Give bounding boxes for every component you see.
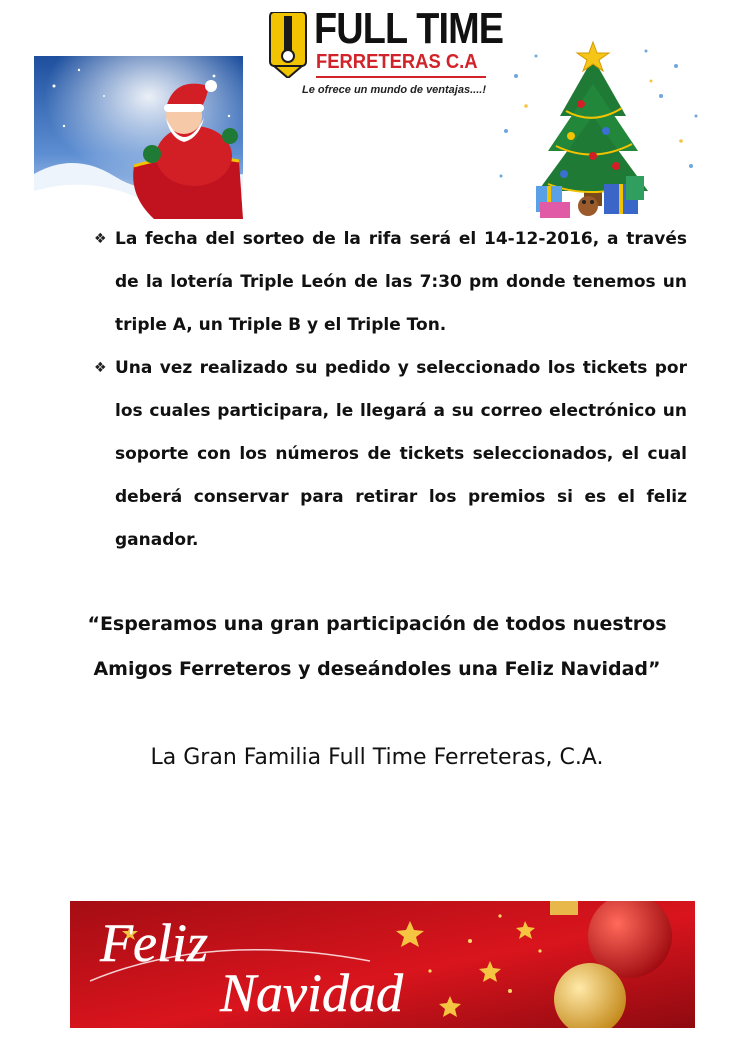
logo-divider (316, 76, 486, 78)
raffle-info-list (94, 218, 687, 562)
list-item-text: Una vez realizado su pedido y seleccionado los tickets por los cuales participara, le llegará a su correo electrónico un soporte con los números de tickets seleccionados, el cual deberá conservar para retirar los premios si es el feliz ganador. (115, 358, 687, 550)
signature: La Gran Familia Full Time Ferreteras, C.A. (150, 745, 604, 770)
pencil-nib-logo-icon (268, 12, 308, 78)
logo-tagline: Le ofrece un mundo de ventajas....! (302, 84, 486, 96)
quote-line-2: Amigos Ferreteros y deseándoles una Feliz Navidad” (93, 658, 661, 680)
banner-text-navidad: Navidad (220, 963, 403, 1023)
logo-title: FULL TIME (314, 4, 504, 53)
diamond-bullet-icon: ❖ (94, 231, 107, 247)
closing-quote (60, 602, 694, 692)
logo-subtitle: FERRETERAS C.A (316, 51, 478, 73)
list-item (94, 218, 687, 347)
banner-text-feliz: Feliz (100, 913, 208, 973)
diamond-bullet-icon: ❖ (94, 360, 107, 376)
company-logo (268, 4, 504, 102)
santa-sleigh-illustration (34, 56, 243, 219)
quote-line-1: “Esperamos una gran participación de todos nuestros (87, 613, 667, 635)
list-item (94, 347, 687, 562)
christmas-tree-illustration (476, 36, 712, 222)
feliz-navidad-banner (70, 901, 695, 1028)
list-item-text: La fecha del sorteo de la rifa será el 14-12-2016, a través de la lotería Triple León de las 7:30 pm donde tenemos un triple A, un Triple B y el Triple Ton. (115, 229, 687, 335)
